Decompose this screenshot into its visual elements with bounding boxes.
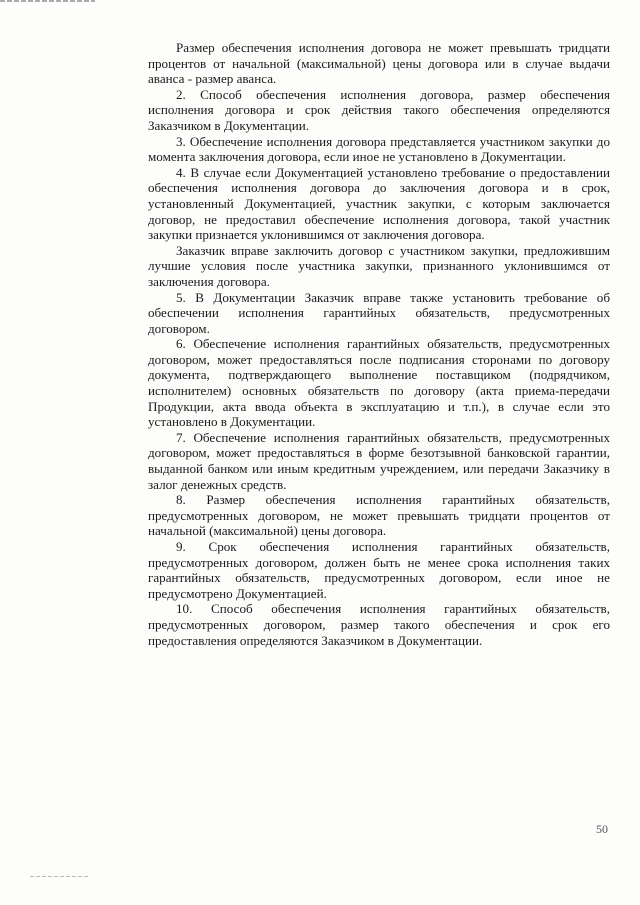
paragraph-6: 5. В Документации Заказчик вправе также установить требование об обеспечении исполнения гарантийных обязательств, предусмотренных договором.: [148, 289, 610, 336]
paragraph-10: 9. Срок обеспечения исполнения гарантийных обязательств, предусмотренных договором, должен быть не менее срока исполнения таких гарантийных обязательств, предусмотренных договором, если иное не предусмотрено Документацией.: [148, 539, 610, 601]
paragraph-1: Размер обеспечения исполнения договора не может превышать тридцати процентов от начальной (максимальной) цены договора или в случае выдачи аванса - размер аванса.: [148, 40, 610, 87]
page-number: 50: [596, 822, 608, 836]
scan-edge-mark-top: [0, 0, 95, 2]
paragraph-5: Заказчик вправе заключить договор с участником закупки, предложившим лучшие условия после участника закупки, признанного уклонившимся от заключения договора.: [148, 242, 610, 289]
scan-edge-mark-bottom: [30, 876, 90, 877]
paragraph-9: 8. Размер обеспечения исполнения гарантийных обязательств, предусмотренных договором, не может превышать тридцати процентов от начальной (максимальной) цены договора.: [148, 492, 610, 539]
paragraph-4: 4. В случае если Документацией установлено требование о предоставлении обеспечения исполнения договора до заключения договора и в срок, установленный Документацией, участник закупки, с которым заключается договор, не предоставил обеспечение исполнения договора, такой участник закупки признается уклонившимся от заключения договора.: [148, 164, 610, 243]
paragraph-7: 6. Обеспечение исполнения гарантийных обязательств, предусмотренных договором, может предоставляться после подписания сторонами по договору документа, подтверждающего выполнение поставщиком (подрядчиком, исполнителем) основных обязательств по договору (акта приема-передачи Продукции, акта ввода объекта в эксплуатацию и т.п.), в случае если это установлено в Документации.: [148, 336, 610, 430]
document-body: [148, 40, 610, 648]
paragraph-2: 2. Способ обеспечения исполнения договора, размер обеспечения исполнения договора и срок действия такого обеспечения определяются Заказчиком в Документации.: [148, 86, 610, 133]
paragraph-11: 10. Способ обеспечения исполнения гарантийных обязательств, предусмотренных договором, размер такого обеспечения и срок его предоставления определяются Заказчиком в Документации.: [148, 601, 610, 648]
paragraph-3: 3. Обеспечение исполнения договора представляется участником закупки до момента заключения договора, если иное не установлено в Документации.: [148, 133, 610, 165]
paragraph-8: 7. Обеспечение исполнения гарантийных обязательств, предусмотренных договором, может предоставляться в форме безотзывной банковской гарантии, выданной банком или иным кредитным учреждением, или передачи Заказчику в залог денежных средств.: [148, 429, 610, 492]
